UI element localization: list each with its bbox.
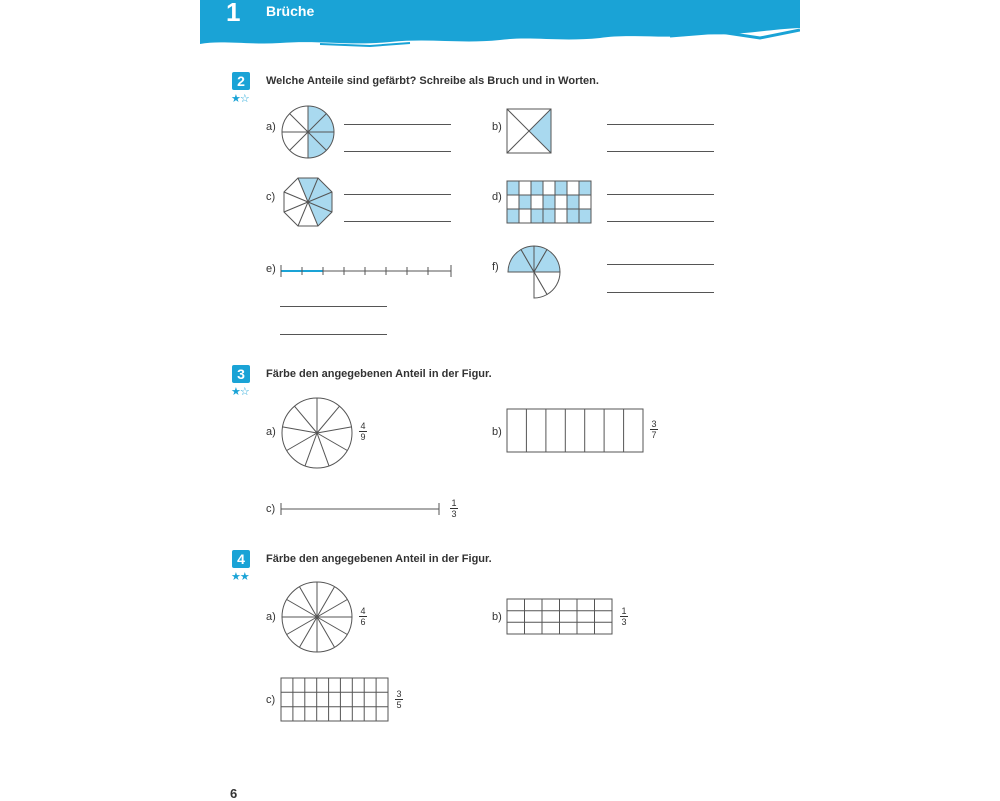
answer-line[interactable] [607,292,714,293]
difficulty-stars: ★☆ [231,93,249,105]
answer-line[interactable] [344,151,451,152]
fraction-denominator: 3 [621,617,627,627]
task-number-badge: 2 [232,72,250,90]
grid-3x9-figure[interactable] [280,677,390,723]
item-label-d: d) [492,191,502,203]
answer-line[interactable] [607,221,714,222]
task-title: Welche Anteile sind gefärbt? Schreibe als Bruch und in Worten. [266,75,599,87]
grid-figure [506,180,594,224]
answer-line[interactable] [344,221,451,222]
circle-ninths-figure[interactable] [280,396,354,470]
item-label-c: c) [266,191,276,203]
fraction-numerator: 4 [360,606,366,616]
answer-line[interactable] [607,194,714,195]
fraction-denominator: 3 [451,509,457,519]
item-label-a: a) [266,121,276,133]
item-label-b: b) [492,426,502,438]
item-label-a: a) [266,426,276,438]
fraction-denominator: 9 [360,432,366,442]
item-label-a: a) [266,611,276,623]
fraction-numerator: 4 [360,421,366,431]
item-label-f: f) [492,261,499,273]
task-number-badge: 4 [232,550,250,568]
fraction-label [649,419,659,440]
fraction-denominator: 5 [396,700,402,710]
item-label-e: e) [266,263,276,275]
item-label-c: c) [266,694,276,706]
answer-line[interactable] [607,124,714,125]
answer-line[interactable] [280,306,387,307]
answer-line[interactable] [280,334,387,335]
item-label-b: b) [492,611,502,623]
fraction-label [394,689,404,710]
task-number-badge: 3 [232,365,250,383]
partial-circle-figure [506,244,564,302]
number-line-figure [280,264,454,278]
item-label-c: c) [266,503,276,515]
fraction-label [449,498,459,519]
task-title: Färbe den angegebenen Anteil in der Figur. [266,368,492,380]
fraction-label [619,606,629,627]
grid-3x6-figure[interactable] [506,598,614,636]
fraction-numerator: 3 [396,689,402,699]
difficulty-stars: ★★ [231,571,249,583]
rectangle-sevenths-figure[interactable] [506,408,646,454]
octagon-eighths-figure [280,174,336,230]
chapter-number: 1 [226,0,241,27]
answer-line[interactable] [344,124,451,125]
difficulty-stars: ★☆ [231,386,249,398]
circle-eighths-figure [280,104,336,160]
fraction-denominator: 7 [651,430,657,440]
square-quarters-figure [506,108,552,154]
fraction-denominator: 6 [360,617,366,627]
fraction-label [358,606,368,627]
line-segment-figure[interactable] [280,502,442,516]
fraction-numerator: 1 [621,606,627,616]
page-number: 6 [230,786,238,801]
worksheet-page [200,0,800,800]
answer-line[interactable] [607,264,714,265]
item-label-b: b) [492,121,502,133]
answer-line[interactable] [344,194,451,195]
fraction-numerator: 3 [651,419,657,429]
fraction-numerator: 1 [451,498,457,508]
task-title: Färbe den angegebenen Anteil in der Figur. [266,553,492,565]
chapter-title: Brüche [266,3,315,19]
answer-line[interactable] [607,151,714,152]
fraction-label [358,421,368,442]
circle-twelfths-figure[interactable] [280,580,354,654]
